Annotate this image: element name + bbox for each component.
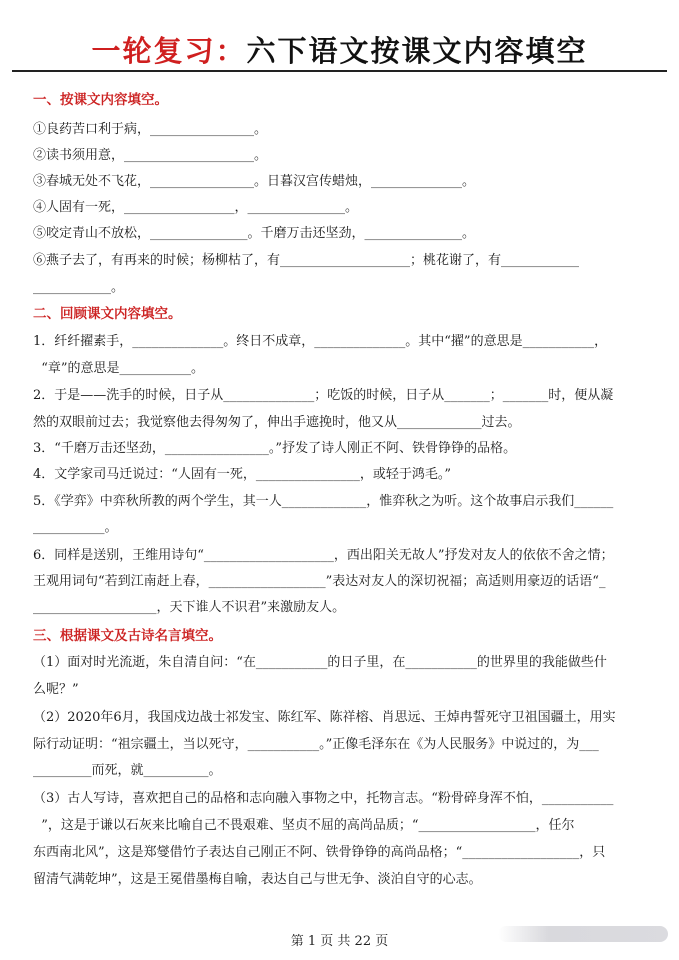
- question-line: ”，这是于谦以石灰来比喻自己不畏艰难、坚贞不屈的高尚品质；“__________________，任尔: [33, 818, 575, 833]
- question-line: 3．“千磨万击还坚劲，________________。”抒发了诗人刚正不阿、铁骨铮铮的品格。: [33, 441, 517, 456]
- question-line: ④人固有一死，_________________，_______________。: [33, 200, 359, 215]
- question-line: “章”的意思是___________。: [33, 361, 205, 376]
- question-line: ⑥燕子去了，有再来的时候；杨柳枯了，有____________________；桃花谢了，有____________: [33, 253, 580, 268]
- section-heading: 二、回顾课文内容填空。: [33, 306, 182, 322]
- question-line: ___________。: [33, 520, 118, 535]
- title-prefix: 一轮复习：: [91, 34, 247, 68]
- title-main: 六下语文按课文内容填空: [246, 34, 588, 68]
- question-line: 2．于是——洗手的时候，日子从______________；吃饭的时候，日子从_______；_______时，便从凝: [33, 388, 614, 403]
- question-line: 4．文学家司马迁说过：“人固有一死，________________，或轻于鸿毛。”: [33, 467, 452, 482]
- question-line: （3）古人写诗，喜欢把自己的品格和志向融入事物之中，托物言志。“粉骨碎身浑不怕，___________: [33, 791, 614, 806]
- question-line: ①良药苦口利于病，________________。: [33, 122, 268, 137]
- title-divider: [12, 70, 667, 72]
- question-line: 东西南北风”，这是郑燮借竹子表达自己刚正不阿、铁骨铮铮的高尚品格；“__________________，只: [33, 845, 606, 860]
- question-line: 么呢？”: [33, 682, 79, 697]
- question-line: ____________。: [33, 280, 125, 295]
- watermark-blur: [498, 926, 668, 942]
- question-line: 王观用词句“若到江南赶上春，__________________”表达对友人的深切祝福；高适则用豪迈的话语“_: [33, 574, 606, 589]
- section-heading: 一、按课文内容填空。: [33, 92, 168, 108]
- question-line: 1．纤纤擢素手，______________。终日不成章，______________。其中“擢”的意思是___________，: [33, 334, 608, 349]
- question-line: 5．《学弈》中弈秋所教的两个学生，其一人_____________，惟弈秋之为听。这个故事启示我们______: [33, 494, 614, 509]
- question-line: 然的双眼前过去；我觉察他去得匆匆了，伸出手遮挽时，他又从_____________过去。: [33, 415, 521, 430]
- section-heading: 三、根据课文及古诗名言填空。: [33, 628, 222, 644]
- question-line: ③春城无处不飞花，________________。日暮汉宫传蜡烛，______________。: [33, 174, 476, 189]
- question-line: ___________________，天下谁人不识君”来激励友人。: [33, 600, 346, 615]
- question-line: 际行动证明：“祖宗疆土，当以死守，___________。”正像毛泽东在《为人民服务》中说过的，为___: [33, 737, 599, 752]
- page-title: [0, 32, 679, 70]
- question-line: ⑤咬定青山不放松，_______________。千磨万击还坚劲，_______________。: [33, 226, 476, 241]
- question-line: _________而死，就__________。: [33, 763, 222, 778]
- question-line: 留清气满乾坤”，这是王冕借墨梅自喻，表达自己与世无争、淡泊自守的心志。: [33, 872, 482, 887]
- page-number: 第 1 页 共 22 页: [290, 934, 389, 949]
- question-line: ②读书须用意，____________________。: [33, 148, 268, 163]
- question-line: 6．同样是送别，王维用诗句“____________________，西出阳关无故人”抒发对友人的依依不舍之情；: [33, 548, 614, 563]
- question-line: （1）面对时光流逝，朱自清自问：“在___________的日子里，在___________的世界里的我能做些什: [33, 655, 607, 670]
- question-line: （2）2020年6月，我国戍边战士祁发宝、陈红军、陈祥榕、肖思远、王焯冉誓死守卫祖国疆土，用实: [33, 710, 616, 725]
